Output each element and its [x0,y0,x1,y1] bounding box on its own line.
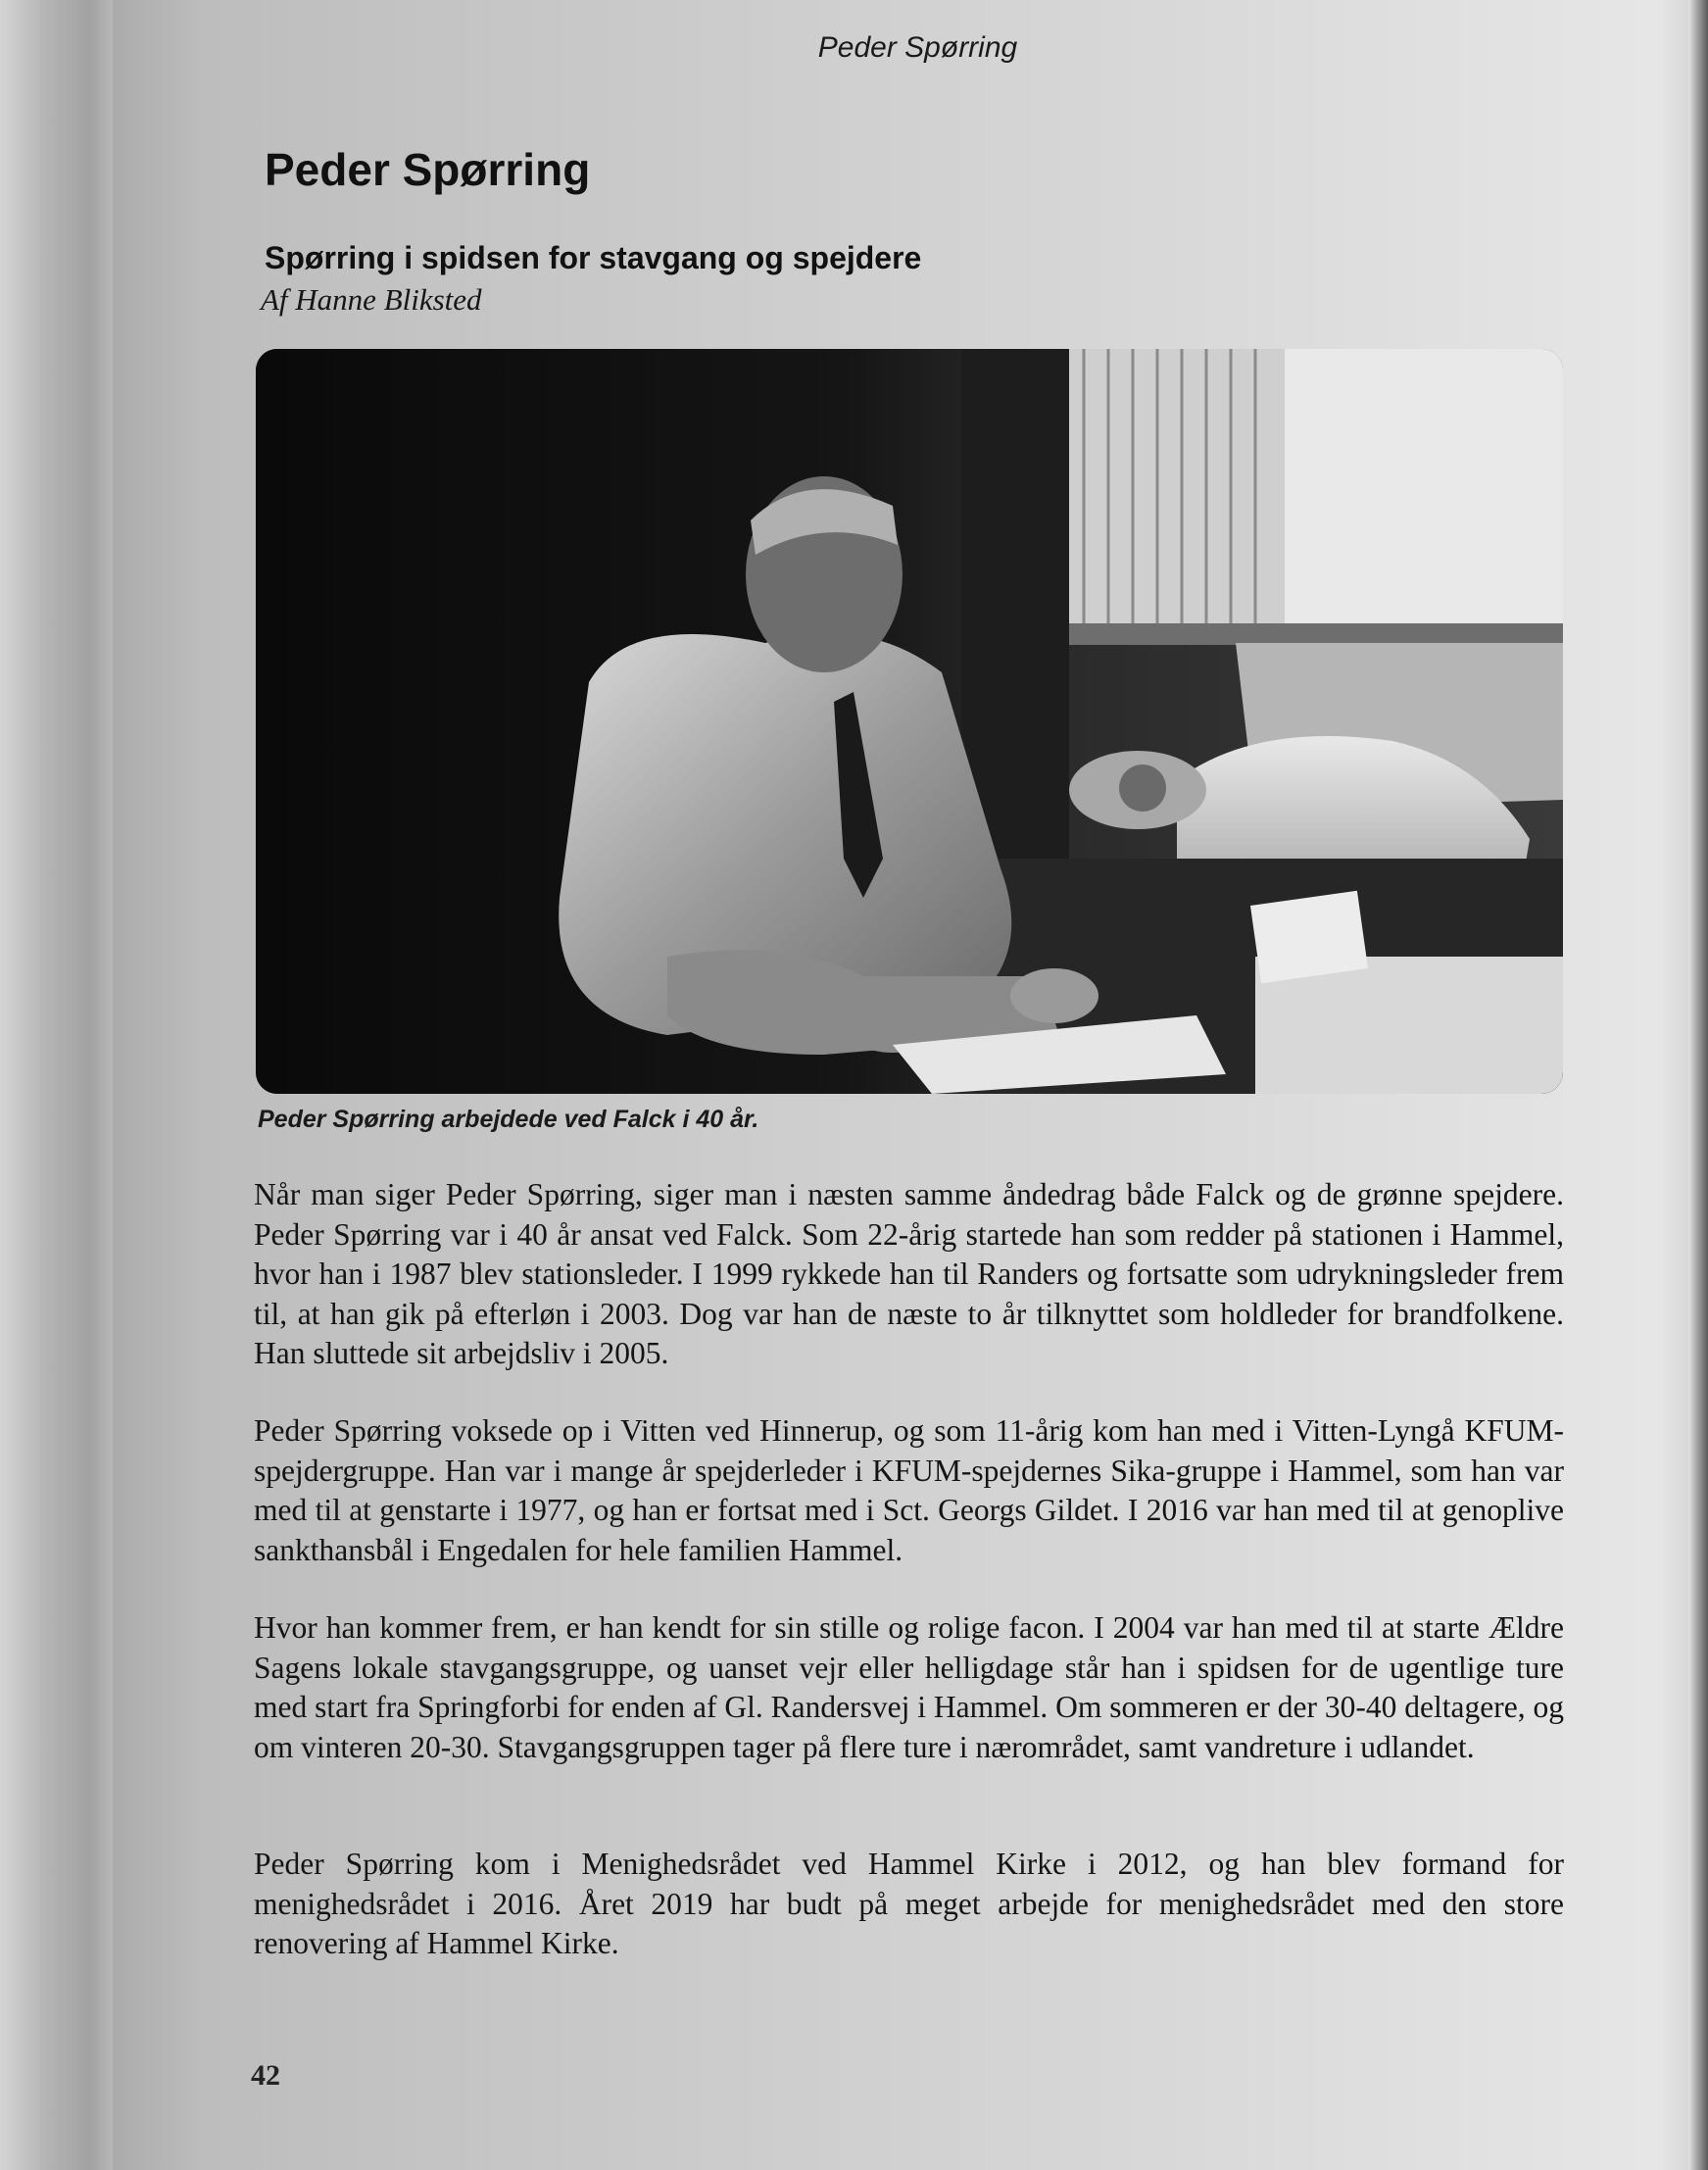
article-subtitle: Spørring i spidsen for stavgang og spejdere [265,240,922,275]
page-edge-shadow [1688,0,1708,2170]
book-spine-shadow [0,0,113,2170]
body-paragraph-1: Når man siger Peder Spørring, siger man i næsten samme åndedrag både Falck og de grønne spejdere. Peder Spørring var i 40 år ansat ved Falck. Som 22-årig startede han som redder på stationen i Hammel, hvor han i 1987 blev stationsleder. I 1999 rykkede han til Randers og fortsatte som udrykningsleder frem til, at han gik på efterløn i 2003. Dog var han de næste to år tilknyttet som holdleder for brandfolkene. Han sluttede sit arbejdsliv i 2005. [254,1177,1564,1370]
article-photo [256,349,1563,1094]
running-header: Peder Spørring [817,31,1018,64]
body-paragraph-3: Hvor han kommer frem, er han kendt for sin stille og rolige facon. I 2004 var han med til at starte Ældre Sagens lokale stavgangsgruppe, og uanset vejr eller helligdage står han i spidsen for de ugentlige ture med start fra Springforbi for enden af Gl. Randersvej i Hammel. Om sommeren er der 30-40 deltagere, og om vinteren 20-30. Stavgangsgruppen tager på flere ture i nærområdet, samt vandreture i udlandet. [254,1610,1564,1764]
article-byline: Af Hanne Bliksted [261,282,482,317]
man-at-desk-photo-illustration [256,349,1563,1094]
article-title: Peder Spørring [265,144,591,195]
photo-caption: Peder Spørring arbejdede ved Falck i 40 år. [258,1106,759,1133]
body-paragraph-4: Peder Spørring kom i Menighedsrådet ved Hammel Kirke i 2012, og han blev formand for menighedsrådet i 2016. Året 2019 har budt på meget arbejde for menighedsrådet med den store renovering af Hammel Kirke. [254,1847,1564,1960]
body-paragraph-2: Peder Spørring voksede op i Vitten ved Hinnerup, og som 11-årig kom han med i Vitten-Lyngå KFUM-spejdergruppe. Han var i mange år spejderleder i KFUM-spejdernes Sika-gruppe i Hammel, som han var med til at genstarte i 1977, og han er fortsat med i Sct. Georgs Gildet. I 2016 var han med til at genoplive sankthansbål i Engedalen for hele familien Hammel. [254,1413,1564,1567]
window-curtain [1069,349,1563,645]
page-number: 42 [251,2059,280,2092]
